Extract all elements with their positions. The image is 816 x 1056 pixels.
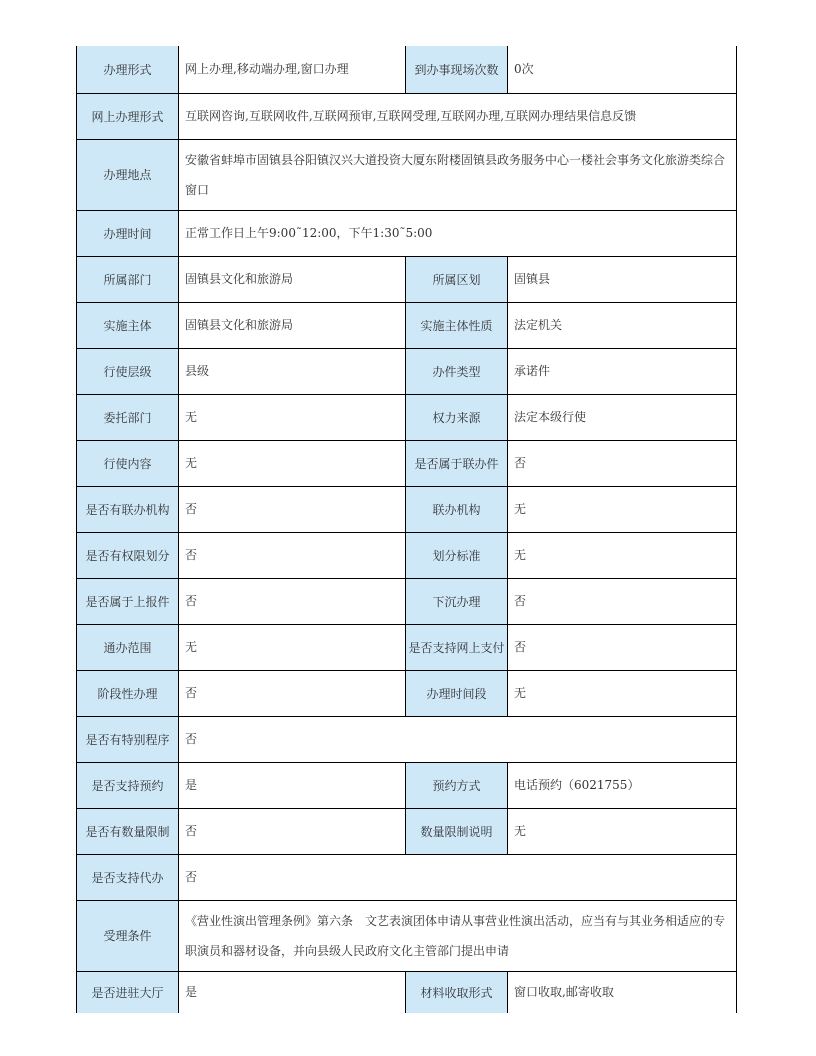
field-label: 实施主体 bbox=[77, 302, 179, 348]
field-label: 通办范围 bbox=[77, 624, 179, 670]
table-row bbox=[77, 486, 737, 532]
table-row bbox=[77, 139, 737, 210]
field-label: 权力来源 bbox=[406, 394, 508, 440]
field-label: 下沉办理 bbox=[406, 578, 508, 624]
table-row bbox=[77, 854, 737, 900]
field-label: 网上办理形式 bbox=[77, 93, 179, 139]
field-label: 联办机构 bbox=[406, 486, 508, 532]
field-label: 委托部门 bbox=[77, 394, 179, 440]
table-row bbox=[77, 762, 737, 808]
field-label: 到办事现场次数 bbox=[406, 46, 508, 93]
table-row bbox=[77, 256, 737, 302]
table-row bbox=[77, 348, 737, 394]
field-label: 是否有联办机构 bbox=[77, 486, 179, 532]
field-label: 是否支持预约 bbox=[77, 762, 179, 808]
field-label: 是否支持网上支付 bbox=[406, 624, 508, 670]
field-label: 行使内容 bbox=[77, 440, 179, 486]
field-value: 否 bbox=[508, 624, 737, 670]
field-value: 无 bbox=[179, 440, 406, 486]
field-value: 县级 bbox=[179, 348, 406, 394]
service-info-table bbox=[76, 46, 737, 1013]
field-value: 否 bbox=[179, 808, 406, 854]
field-value: 否 bbox=[179, 854, 737, 900]
field-value: 固镇县文化和旅游局 bbox=[179, 256, 406, 302]
field-label: 办理时间段 bbox=[406, 670, 508, 716]
field-label: 是否支持代办 bbox=[77, 854, 179, 900]
field-label: 办理时间 bbox=[77, 210, 179, 256]
field-value: 无 bbox=[179, 394, 406, 440]
field-label: 预约方式 bbox=[406, 762, 508, 808]
field-value: 窗口收取,邮寄收取 bbox=[508, 971, 737, 1013]
field-label: 是否有权限划分 bbox=[77, 532, 179, 578]
field-value: 否 bbox=[508, 578, 737, 624]
field-label: 是否有数量限制 bbox=[77, 808, 179, 854]
table-row bbox=[77, 394, 737, 440]
table-row bbox=[77, 808, 737, 854]
field-value: 法定机关 bbox=[508, 302, 737, 348]
field-label: 办理形式 bbox=[77, 46, 179, 93]
field-value: 无 bbox=[508, 486, 737, 532]
field-value: 是 bbox=[179, 762, 406, 808]
field-label: 是否进驻大厅 bbox=[77, 971, 179, 1013]
table-row bbox=[77, 93, 737, 139]
field-value: 否 bbox=[179, 578, 406, 624]
field-value: 无 bbox=[508, 808, 737, 854]
field-label: 实施主体性质 bbox=[406, 302, 508, 348]
field-value: 固镇县文化和旅游局 bbox=[179, 302, 406, 348]
table-row bbox=[77, 440, 737, 486]
field-label: 办件类型 bbox=[406, 348, 508, 394]
field-value: 互联网咨询,互联网收件,互联网预审,互联网受理,互联网办理,互联网办理结果信息反馈 bbox=[179, 93, 737, 139]
field-value: 《营业性演出管理条例》第六条 文艺表演团体申请从事营业性演出活动，应当有与其业务相适应的专职演员和器材设备，并向县级人民政府文化主管部门提出申请 bbox=[179, 900, 737, 971]
field-value: 无 bbox=[508, 670, 737, 716]
table-row bbox=[77, 578, 737, 624]
field-value: 否 bbox=[179, 532, 406, 578]
field-value: 否 bbox=[179, 486, 406, 532]
field-label: 是否有特别程序 bbox=[77, 716, 179, 762]
table-row bbox=[77, 532, 737, 578]
field-label: 所属区划 bbox=[406, 256, 508, 302]
field-value: 0次 bbox=[508, 46, 737, 93]
field-label: 是否属于联办件 bbox=[406, 440, 508, 486]
field-label: 阶段性办理 bbox=[77, 670, 179, 716]
table-row bbox=[77, 900, 737, 971]
table-row bbox=[77, 46, 737, 93]
field-value: 网上办理,移动端办理,窗口办理 bbox=[179, 46, 406, 93]
field-value: 否 bbox=[508, 440, 737, 486]
field-label: 所属部门 bbox=[77, 256, 179, 302]
field-value: 正常工作日上午9:00˜12:00，下午1:30˜5:00 bbox=[179, 210, 737, 256]
field-value: 否 bbox=[179, 716, 737, 762]
table-row bbox=[77, 971, 737, 1013]
field-value: 无 bbox=[179, 624, 406, 670]
table-row bbox=[77, 716, 737, 762]
field-value: 承诺件 bbox=[508, 348, 737, 394]
table-row bbox=[77, 624, 737, 670]
table-row bbox=[77, 302, 737, 348]
field-label: 是否属于上报件 bbox=[77, 578, 179, 624]
field-value: 否 bbox=[179, 670, 406, 716]
field-label: 数量限制说明 bbox=[406, 808, 508, 854]
field-value: 电话预约（6021755） bbox=[508, 762, 737, 808]
field-label: 划分标准 bbox=[406, 532, 508, 578]
table-row bbox=[77, 210, 737, 256]
field-label: 办理地点 bbox=[77, 139, 179, 210]
field-label: 行使层级 bbox=[77, 348, 179, 394]
field-value: 安徽省蚌埠市固镇县谷阳镇汉兴大道投资大厦东附楼固镇县政务服务中心一楼社会事务文化旅游类综合窗口 bbox=[179, 139, 737, 210]
field-label: 材料收取形式 bbox=[406, 971, 508, 1013]
field-value: 固镇县 bbox=[508, 256, 737, 302]
field-value: 法定本级行使 bbox=[508, 394, 737, 440]
field-value: 无 bbox=[508, 532, 737, 578]
table-row bbox=[77, 670, 737, 716]
field-label: 受理条件 bbox=[77, 900, 179, 971]
field-value: 是 bbox=[179, 971, 406, 1013]
